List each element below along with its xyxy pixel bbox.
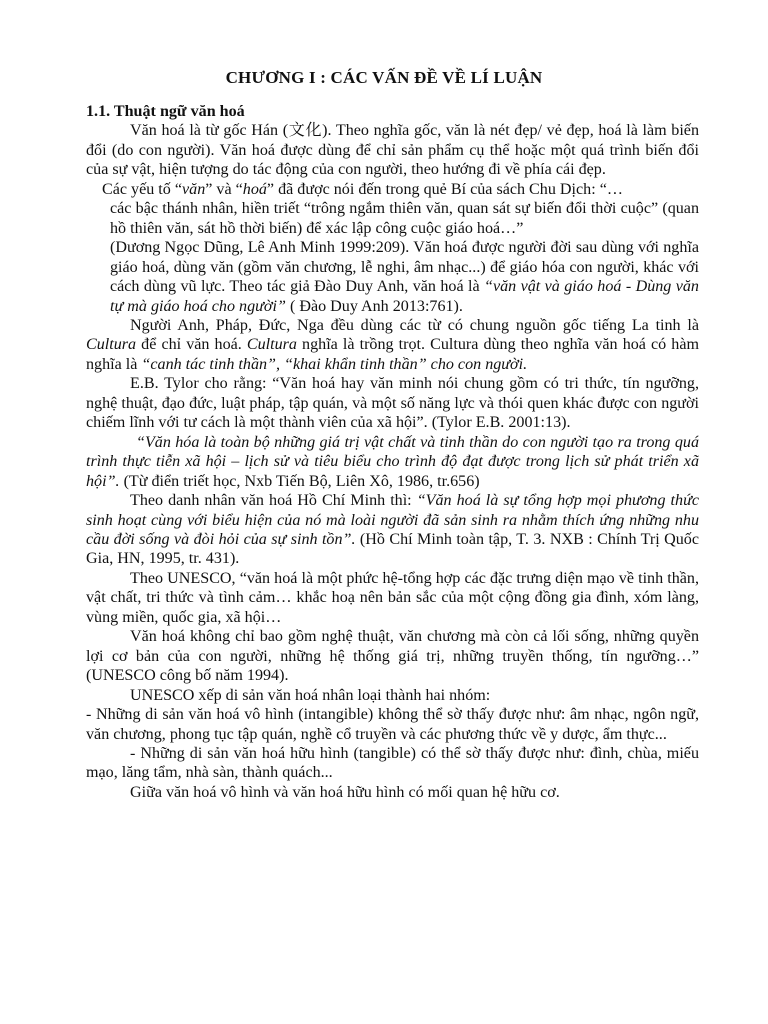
paragraph-tylor: E.B. Tylor cho rằng: “Văn hoá hay văn minh nói chung gồm có tri thức, tín ngưỡng, nghệ thuật, đạo đức, luật pháp, tập quán, và một số năng lực và thói quen khác được con người chiếm lĩnh với tư cách là một thành viên của xã hội”. (Tylor E.B. 2001:13). (86, 375, 699, 432)
italic-quote: “canh tác tinh thần”, “khai khẩn tinh thần” cho con người. (141, 355, 528, 373)
text-run: Người Anh, Pháp, Đức, Nga đều dùng các từ có chung nguồn gốc tiếng La tinh là (130, 316, 699, 334)
text-run: ” và “ (205, 180, 243, 198)
italic-quote: “Văn hoá là sự tổng hợp mọi phương thức sinh hoạt cùng với biểu hiện của nó mà loài người đã sản sinh ra nhằm thích ứng những nhu cầu đời sống và đòi hỏi của sự sinh tồn”. (86, 492, 699, 548)
paragraph-cultura (86, 316, 699, 374)
paragraph-relationship: Giữa văn hoá vô hình và văn hoá hữu hình có mối quan hệ hữu cơ. (130, 783, 560, 801)
italic-term-cultura: Cultura (246, 336, 297, 354)
list-item-intangible: - Những di sản văn hoá vô hình (intangible) không thể sờ thấy được như: âm nhạc, ngôn ngữ, văn chương, phong tục tập quán, nghề cổ truyền và các phương thức về y dược, ẩm thực... (86, 706, 699, 743)
text-run: (Dương Ngọc Dũng, Lê Anh Minh 1999:209). Văn hoá được người đời sau dùng với nghĩa giáo hoá, dùng văn (gồm văn chương, lễ nghi, âm nhạc...) để giáo hóa con người, khác với cách dùng vũ lực. Theo tác giả Đào Duy Anh, văn hoá là (110, 239, 699, 296)
section-heading: 1.1. Thuật ngữ văn hoá (86, 103, 245, 120)
italic-quote: “văn vật và giáo hoá - Dùng văn tự mà giáo hoá cho người” (110, 278, 699, 315)
document-body (86, 102, 699, 802)
text-run: (Từ điển triết học, Nxb Tiến Bộ, Liên Xô, 1986, tr.656) (119, 472, 480, 490)
paragraph-heritage-groups: UNESCO xếp di sản văn hoá nhân loại thành hai nhóm: (130, 686, 491, 704)
list-item-tangible: - Những di sản văn hoá hữu hình (tangible) có thể sờ thấy được như: đình, chùa, miếu mạo, lăng tẩm, nhà sàn, thành quách... (86, 744, 699, 782)
text-run: Theo danh nhân văn hoá Hồ Chí Minh thì: (130, 492, 417, 510)
text-run: ( Đào Duy Anh 2013:761). (285, 297, 463, 315)
italic-term-cultura: Cultura (86, 336, 137, 354)
italic-term-van: văn (182, 180, 206, 198)
italic-quote: “Văn hóa là toàn bộ những giá trị vật chất và tinh thần do con người tạo ra trong quá trình thực tiễn xã hội – lịch sử và tiêu biểu cho trình độ đạt được trong lịch sử phát triển xã hội”. (86, 433, 699, 490)
paragraph-definition: Văn hoá là từ gốc Hán (文化). Theo nghĩa gốc, văn là nét đẹp/ vẻ đẹp, hoá là làm biến đổi (do con người). Văn hoá được dùng để chỉ sản phẩm cụ thể hoặc một quá trình biến đổi của sự vật, hiện tượng do tác động của con người, theo hướng đi về phía cái đẹp. (86, 122, 699, 179)
text-run: (Hồ Chí Minh toàn tập, T. 3. NXB : Chính Trị Quốc Gia, HN, 1995, tr. 431). (86, 530, 699, 568)
paragraph-chu-dich (86, 180, 699, 199)
text-run: ” đã được nói đến trong quẻ Bí của sách Chu Dịch: “… (266, 180, 623, 198)
paragraph-unesco: Theo UNESCO, “văn hoá là một phức hệ-tổng hợp các đặc trưng diện mạo về tinh thần, vật chất, tri thức và tình cảm… khắc hoạ nên bản sắc của một cộng đồng gia đình, xóm làng, vùng miền, quốc gia, xã hội… (86, 569, 699, 626)
chapter-title: CHƯƠNG I : CÁC VẤN ĐỀ VỀ LÍ LUẬN (225, 68, 543, 87)
paragraph-unesco-continued: Văn hoá không chỉ bao gồm nghệ thuật, văn chương mà còn cả lối sống, những quyền lợi cơ bản của con người, những hệ thống giá trị, những truyền thống, tín ngưỡng…” (UNESCO công bố năm 1994). (86, 628, 699, 685)
text-run: để chỉ văn hoá. (136, 336, 247, 354)
paragraph-ho-chi-minh (86, 491, 699, 569)
paragraph-dao-duy-anh (86, 238, 699, 316)
italic-term-hoa: hoá (242, 180, 267, 198)
text-run: nghĩa là trồng trọt. Cultura dùng theo nghĩa văn hoá có hàm nghĩa là (86, 336, 699, 373)
text-run: Các yếu tố “ (102, 180, 182, 198)
chu-dich-quote: các bậc thánh nhân, hiền triết “trông ngắm thiên văn, quan sát sự biến đổi thời cuộc” (quan hồ thiên văn, sát hồ thời biến) để xác lập công cuộc giáo hoá…” (110, 200, 699, 237)
paragraph-philosophy-dictionary (86, 433, 699, 491)
